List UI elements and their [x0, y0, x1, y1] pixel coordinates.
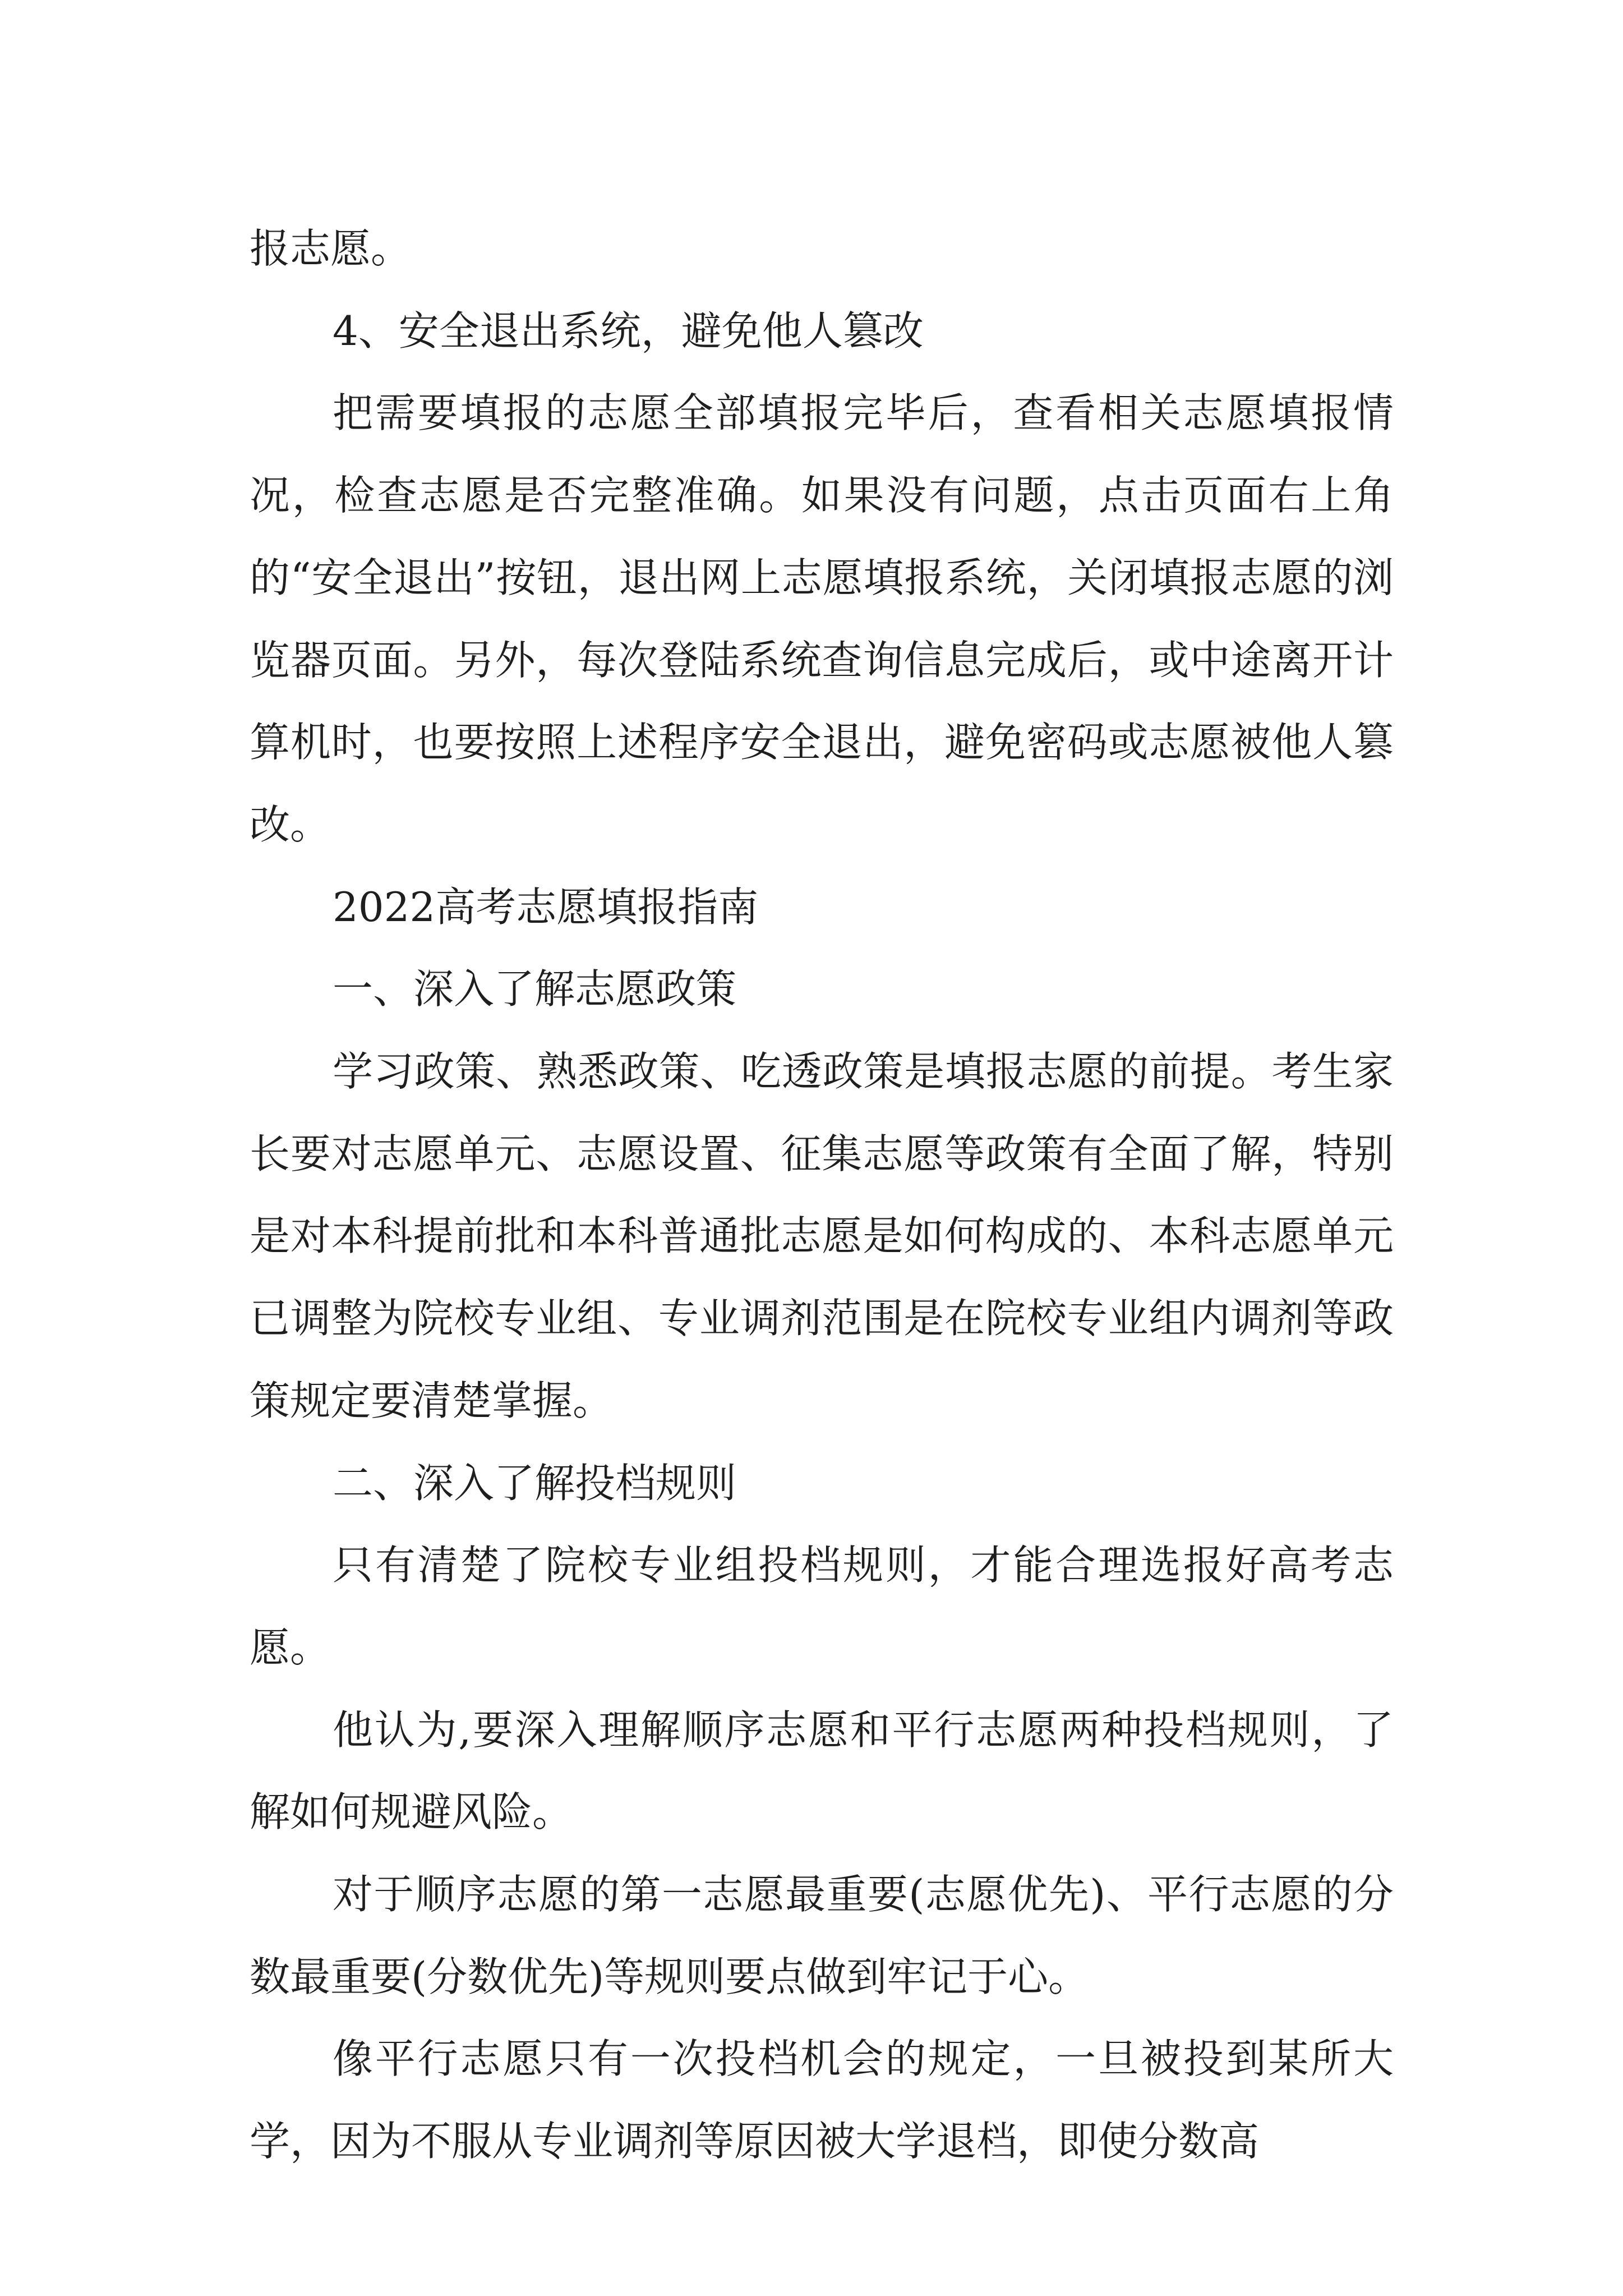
paragraph-rules-priority: 对于顺序志愿的第一志愿最重要(志愿优先)、平行志愿的分数最重要(分数优先)等规则要点做到牢记于心。	[250, 1871, 1394, 2000]
section-heading-safe-exit: 4、安全退出系统，避免他人篡改	[333, 307, 924, 355]
paragraph-safe-exit: 把需要填报的志愿全部填报完毕后，查看相关志愿填报情况，检查志愿是否完整准确。如果没有问题，点击页面右上角的“安全退出”按钮，退出网上志愿填报系统，关闭填报志愿的浏览器页面。另外，每次登陆系统查询信息完成后，或中途离开计算机时，也要按照上述程序安全退出，避免密码或志愿被他人篡改。	[250, 389, 1394, 848]
paragraph-rules-understanding: 他认为,要深入理解顺序志愿和平行志愿两种投档规则，了解如何规避风险。	[250, 1706, 1394, 1836]
document-body	[250, 208, 1394, 2183]
paragraph-rules-intro: 只有清楚了院校专业组投档规则，才能合理选报好高考志愿。	[250, 1542, 1394, 1671]
section-heading-policy: 一、深入了解志愿政策	[333, 965, 737, 1013]
document-title: 2022高考志愿填报指南	[333, 883, 759, 931]
paragraph-policy: 学习政策、熟悉政策、吃透政策是填报志愿的前提。考生家长要对志愿单元、志愿设置、征集志愿等政策有全面了解，特别是对本科提前批和本科普通批志愿是如何构成的、本科志愿单元已调整为院校专业组、专业调剂范围是在院校专业组内调剂等政策规定要清楚掌握。	[250, 1048, 1394, 1424]
paragraph-continuation: 报志愿。	[250, 225, 412, 272]
section-heading-rules: 二、深入了解投档规则	[333, 1459, 737, 1507]
paragraph-parallel-volunteer: 像平行志愿只有一次投档机会的规定，一旦被投到某所大学，因为不服从专业调剂等原因被大学退档，即使分数高	[250, 2035, 1394, 2165]
